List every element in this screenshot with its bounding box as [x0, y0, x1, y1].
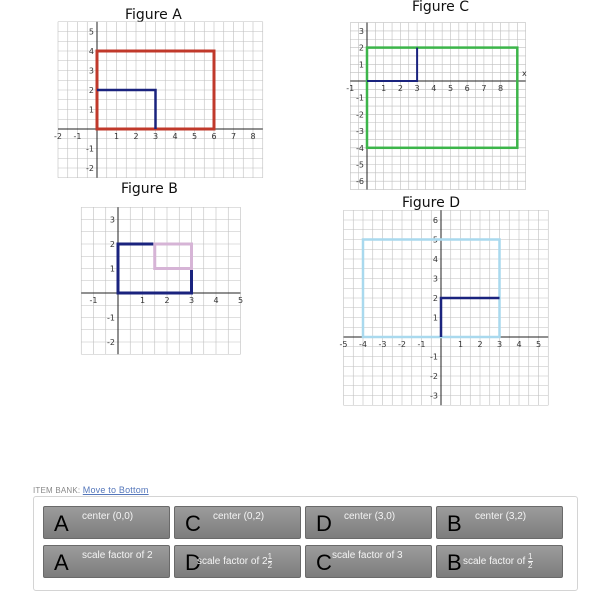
fraction-denominator: 2: [528, 561, 533, 570]
tile-letter: C: [185, 511, 201, 536]
move-to-bottom-link[interactable]: Move to Bottom: [82, 485, 149, 495]
fraction-numerator: 1: [267, 552, 273, 561]
x-tick-label: 8: [250, 132, 256, 141]
tile-letter: B: [447, 550, 462, 575]
x-tick-label: -2: [398, 340, 406, 349]
tile-caption: [197, 553, 272, 570]
figure-d-title: Figure D: [402, 195, 460, 211]
tile-caption: center (0,2): [213, 511, 265, 522]
y-tick-label: -3: [356, 127, 364, 137]
figure-c-graph: [342, 22, 532, 190]
y-tick-label: -4: [356, 143, 364, 153]
y-tick-label: -1: [86, 144, 94, 154]
tile-caption: center (3,2): [475, 511, 527, 522]
x-tick-label: 3: [152, 132, 159, 141]
item-bank-label: ITEM BANK:: [33, 486, 81, 495]
tile-letter: C: [316, 550, 332, 575]
x-tick-label: 8: [498, 84, 504, 93]
x-tick-label: 4: [431, 84, 437, 93]
y-tick-label: 3: [358, 26, 364, 36]
figure-a-graph: [55, 26, 265, 176]
fraction: [528, 553, 532, 570]
y-tick-label: 2: [358, 43, 364, 53]
x-tick-label: 5: [237, 296, 244, 305]
tile-letter: D: [185, 550, 201, 575]
x-tick-label: -5: [339, 340, 348, 349]
figure-b-title: Figure B: [121, 181, 178, 197]
x-tick-label: 2: [164, 296, 170, 305]
x-tick-label: 4: [172, 132, 178, 141]
x-tick-label: 1: [139, 296, 146, 305]
x-tick-label: 4: [213, 296, 219, 305]
y-tick-label: -2: [356, 110, 364, 120]
y-tick-label: 5: [88, 27, 94, 37]
tile-caption: center (3,0): [344, 511, 396, 522]
x-tick-label: -1: [346, 84, 355, 93]
tile-letter: A: [54, 550, 69, 575]
tile-scale-half[interactable]: [436, 545, 563, 578]
x-tick-label: 5: [191, 132, 198, 141]
x-tick-label: 3: [414, 84, 420, 93]
item-bank: [33, 496, 578, 591]
y-tick-label: 4: [432, 255, 438, 264]
x-tick-label: 5: [535, 340, 542, 349]
figure-c-title: Figure C: [412, 0, 469, 15]
tile-letter: D: [316, 511, 332, 536]
y-tick-label: 1: [432, 313, 438, 323]
y-tick-label: 4: [88, 47, 94, 56]
y-tick-label: -1: [107, 313, 115, 323]
y-tick-label: 3: [109, 215, 115, 225]
y-tick-label: -2: [430, 372, 438, 381]
x-tick-label: 1: [457, 340, 464, 349]
tile-scale-2[interactable]: [43, 545, 170, 578]
x-tick-label: 4: [516, 340, 522, 349]
tile-caption: center (0,0): [82, 511, 134, 522]
x-tick-label: 6: [211, 132, 217, 141]
figure-b-graph: [75, 205, 250, 370]
y-tick-label: -5: [356, 160, 364, 170]
tile-center-0-2[interactable]: [174, 506, 301, 539]
x-tick-label: -1: [89, 296, 98, 305]
tile-caption: [463, 553, 533, 570]
y-tick-label: 3: [432, 274, 438, 284]
fraction: [268, 553, 272, 570]
x-tick-label: 5: [447, 84, 454, 93]
y-tick-label: 6: [432, 216, 438, 225]
x-tick-label: 3: [188, 296, 195, 305]
y-tick-label: 3: [88, 66, 94, 76]
x-tick-label: 1: [113, 132, 120, 141]
x-tick-label: -4: [359, 340, 367, 349]
y-tick-label: -2: [86, 164, 94, 173]
tile-caption: scale factor of 3: [332, 550, 403, 561]
x-axis-label: x: [522, 69, 527, 78]
y-tick-label: -1: [430, 352, 438, 362]
tile-center-3-0[interactable]: [305, 506, 432, 539]
tile-scale-3[interactable]: [305, 545, 432, 578]
y-tick-label: 2: [109, 240, 115, 249]
y-tick-label: -3: [430, 391, 438, 401]
tile-caption-text: scale factor of: [463, 556, 526, 568]
tile-caption-text: scale factor of 2: [197, 556, 268, 568]
x-tick-label: -2: [54, 132, 62, 141]
y-tick-label: 1: [88, 105, 94, 115]
fraction-numerator: 1: [528, 552, 533, 561]
y-tick-label: 2: [88, 86, 94, 95]
y-tick-label: -6: [356, 177, 364, 187]
tile-center-3-2[interactable]: [436, 506, 563, 539]
tile-caption: scale factor of 2: [82, 550, 153, 561]
fraction-denominator: 2: [267, 561, 273, 570]
item-bank-header: [33, 485, 149, 495]
y-tick-label: 2: [432, 294, 438, 303]
y-tick-label: -2: [107, 338, 115, 347]
x-tick-label: -1: [417, 340, 426, 349]
x-tick-label: 7: [481, 84, 487, 93]
x-tick-label: 3: [496, 340, 503, 349]
x-tick-label: -1: [73, 132, 82, 141]
y-tick-label: 1: [109, 264, 115, 274]
x-tick-label: -3: [378, 340, 387, 349]
x-tick-label: 2: [397, 84, 403, 93]
tile-letter: A: [54, 511, 69, 536]
y-tick-label: 5: [432, 235, 438, 245]
tile-center-0-0[interactable]: [43, 506, 170, 539]
y-tick-label: -1: [356, 93, 364, 103]
y-tick-label: 1: [358, 60, 364, 70]
x-tick-label: 1: [381, 84, 387, 93]
x-tick-label: 6: [464, 84, 470, 93]
x-tick-label: 7: [230, 132, 237, 141]
figure-a-title: Figure A: [125, 7, 182, 23]
tile-scale-2-and-half[interactable]: [174, 545, 301, 578]
x-tick-label: 2: [133, 132, 139, 141]
figure-d-graph: [335, 213, 550, 401]
x-tick-label: 2: [477, 340, 483, 349]
tile-letter: B: [447, 511, 462, 536]
